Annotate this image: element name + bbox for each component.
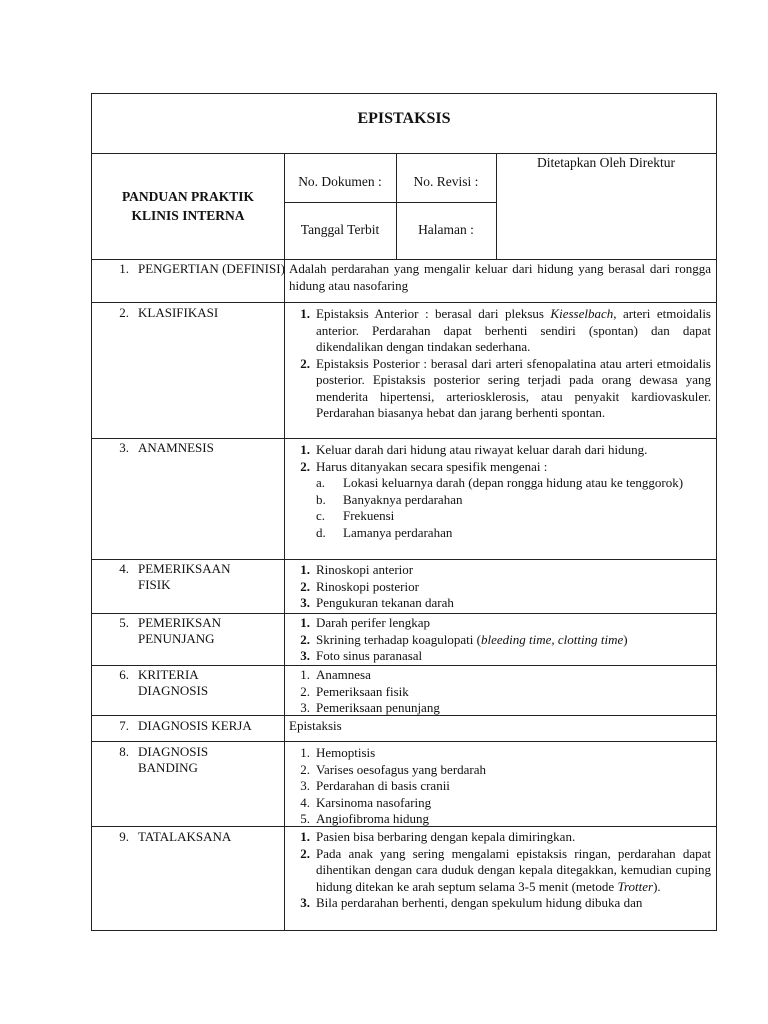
no-revisi-label: No. Revisi : [413, 174, 479, 189]
item-text: Skrining terhadap koagulopati ( [316, 631, 481, 647]
row-title: PEMERIKSAN PENUNJANG [138, 615, 222, 646]
list-item [289, 700, 711, 717]
item-text: Epistaksis Posterior : berasal dari arteri sfenopalatina atau arteri etmoidalis posterior. Epistaksis posterior sering terjadi pada orang dewasa yang menderita hipertensi, arteriosklerosis, atau penyakit kardiovaskuler. Perdarahan biasanya hebat dan jarang berhenti spontan. [316, 355, 711, 420]
row-content [289, 562, 711, 612]
list-marker: 2. [300, 683, 310, 699]
list-marker: 2. [300, 355, 310, 371]
row-title: KRITERIA DIAGNOSIS [138, 667, 209, 698]
item-text: Perdarahan di basis cranii [316, 778, 450, 793]
guide-heading [92, 187, 284, 225]
list-item [289, 459, 711, 476]
list-marker: 2. [300, 578, 310, 594]
row-number: 8. [119, 744, 129, 759]
table-border-bottom [91, 930, 717, 931]
item-text: Varises oesofagus yang berdarah [316, 761, 487, 777]
row-content [289, 829, 711, 929]
list-item [289, 811, 711, 828]
guide-heading-line1: PANDUAN PRAKTIK [121, 189, 255, 204]
row-title: PEMERIKSAAN FISIK [138, 561, 231, 592]
title-divider [91, 153, 717, 154]
list-item [289, 595, 711, 612]
row-divider [91, 259, 717, 260]
row-title: ANAMNESIS [138, 440, 214, 455]
list-marker: 1. [300, 442, 310, 457]
list-marker: 2. [300, 761, 310, 777]
list-item [289, 632, 711, 649]
item-text: Pasien bisa berbaring dengan kepala dimiringkan. [316, 829, 576, 844]
sub-list-item [289, 508, 711, 525]
list-marker: 3. [300, 648, 310, 663]
list-item [289, 778, 711, 795]
row-divider [91, 559, 717, 560]
item-text: ) [623, 631, 628, 647]
item-text: Karsinoma nasofaring [316, 794, 432, 810]
item-text: Harus ditanyakan secara spesifik mengenai : [316, 458, 548, 474]
list-marker: 1. [300, 829, 310, 844]
item-text: ). [653, 878, 661, 894]
document-title: EPISTAKSIS [357, 110, 451, 127]
tanggal-terbit-label: Tanggal Terbit [300, 222, 380, 237]
row-number: 4. [119, 561, 129, 576]
sub-list-item [289, 492, 711, 509]
list-marker: 2. [300, 458, 310, 474]
item-text: Foto sinus paranasal [316, 648, 423, 663]
row-divider [91, 438, 717, 439]
row-content [289, 615, 711, 665]
list-marker: 1. [300, 562, 310, 577]
item-text: Hemoptisis [316, 745, 376, 760]
guide-heading-line2: KLINIS INTERNA [131, 208, 245, 223]
item-text: Banyaknya perdarahan [343, 491, 463, 507]
row-number: 3. [119, 440, 129, 455]
list-item [289, 306, 711, 356]
list-item [289, 442, 711, 459]
row-divider [91, 613, 717, 614]
list-item [289, 667, 711, 684]
list-item [289, 795, 711, 812]
list-marker: 3. [300, 595, 310, 610]
row-number: 2. [119, 305, 129, 320]
sub-list-item [289, 475, 711, 492]
list-item [289, 846, 711, 896]
item-text: Lamanya perdarahan [343, 524, 453, 540]
item-text: Epistaksis Anterior : berasal dari pleksus [316, 306, 551, 321]
item-text: Lokasi keluarnya darah (depan rongga hidung atau ke tenggorok) [343, 475, 684, 490]
ditetapkan-label: Ditetapkan Oleh Direktur [537, 155, 675, 170]
item-text: Keluar darah dari hidung atau riwayat keluar darah dari hidung. [316, 442, 648, 457]
list-marker: 4. [300, 794, 310, 810]
list-item [289, 562, 711, 579]
item-text: Pengukuran tekanan darah [316, 595, 454, 610]
item-text: Rinoskopi anterior [316, 562, 414, 577]
item-emphasis: bleeding time, clotting time [481, 631, 624, 647]
halaman-label: Halaman : [418, 222, 474, 237]
header-mid-divider [284, 202, 497, 203]
row-content [289, 745, 711, 828]
row-title: DIAGNOSIS KERJA [138, 718, 252, 733]
list-item [289, 579, 711, 596]
list-marker: 1. [300, 306, 310, 321]
item-emphasis: Trotter [617, 878, 654, 894]
row-divider [91, 665, 717, 666]
item-text: Bila perdarahan berhenti, dengan spekulum hidung dibuka dan [316, 895, 643, 910]
list-marker: 2. [300, 631, 310, 647]
table-border-top [91, 93, 717, 94]
header-column-divider [396, 153, 397, 259]
no-dokumen-label: No. Dokumen : [298, 174, 382, 189]
row-title: PENGERTIAN (DEFINISI) [138, 261, 285, 276]
item-text: Pada anak yang sering mengalami epistaksis ringan, perdarahan dapat dihentikan dengan cara duduk dengan kepala ditegakkan, kemudian cuping hidung ditekan ke arah septum selama 3-5 menit (metode [316, 845, 711, 894]
row-title: DIAGNOSIS BANDING [138, 744, 209, 775]
list-item [289, 829, 711, 846]
item-text: Anamnesa [316, 667, 371, 682]
table-border-right [716, 93, 717, 931]
row-number: 1. [119, 261, 129, 276]
item-text: Darah perifer lengkap [316, 615, 431, 630]
sub-list-item [289, 525, 711, 542]
row-content [289, 667, 711, 717]
row-content: Adalah perdarahan yang mengalir keluar dari hidung yang berasal dari rongga hidung atau nasofaring [289, 261, 711, 293]
list-item [289, 762, 711, 779]
row-divider [91, 741, 717, 742]
row-content [289, 306, 711, 422]
row-title: KLASIFIKASI [138, 305, 219, 320]
list-marker: 3. [300, 700, 310, 715]
item-text: Pemeriksaan penunjang [316, 700, 440, 715]
list-marker: a. [316, 475, 326, 490]
row-number: 5. [119, 615, 129, 630]
row-number: 7. [119, 718, 129, 733]
item-text: Pemeriksaan fisik [316, 683, 409, 699]
row-content [289, 442, 711, 541]
item-emphasis: Kiesselbach [550, 306, 614, 321]
list-item [289, 684, 711, 701]
list-marker: 2. [300, 845, 310, 861]
list-item [289, 745, 711, 762]
list-item [289, 648, 711, 665]
item-text: Angiofibroma hidung [316, 811, 430, 826]
list-marker: b. [316, 491, 326, 507]
list-marker: 5. [300, 811, 310, 826]
row-title: TATALAKSANA [138, 829, 232, 844]
row-content: Epistaksis [289, 718, 342, 733]
item-text: Frekuensi [343, 508, 395, 523]
list-marker: c. [316, 508, 326, 523]
list-marker: d. [316, 524, 326, 540]
list-marker: 1. [300, 615, 310, 630]
list-marker: 3. [300, 895, 310, 910]
list-item [289, 895, 711, 912]
list-marker: 3. [300, 778, 310, 793]
list-item [289, 615, 711, 632]
list-marker: 1. [300, 667, 310, 682]
row-number: 6. [119, 667, 129, 682]
item-text: Rinoskopi posterior [316, 578, 419, 594]
list-item [289, 356, 711, 422]
row-divider [91, 302, 717, 303]
row-number: 9. [119, 829, 129, 844]
item-text: , arteri etmoidalis anterior. Perdarahan dapat berhenti sendiri (spontan) dan dapat dikendalikan dengan tindakan sederhana. [316, 306, 711, 354]
list-marker: 1. [300, 745, 310, 760]
